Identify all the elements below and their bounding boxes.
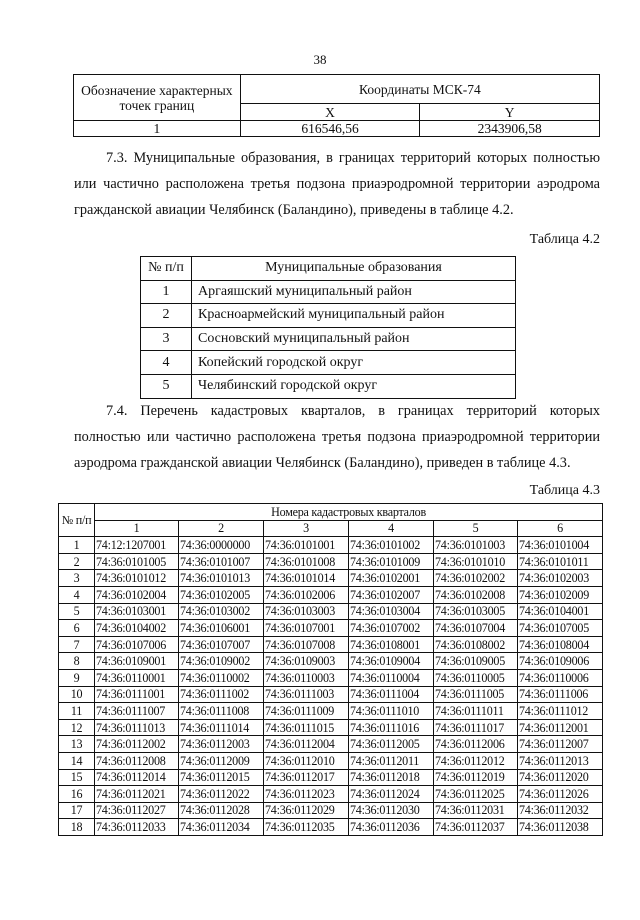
row-number-cell: 11: [59, 703, 95, 720]
cadastral-number-cell: 74:36:0101008: [264, 553, 349, 570]
municipality-name-cell: Копейский городской округ: [192, 351, 516, 375]
table-header-row: [59, 504, 603, 521]
cadastral-number-cell: 74:36:0112030: [349, 802, 434, 819]
cadastral-number-cell: 74:36:0101009: [349, 553, 434, 570]
column-number-cell: 6: [518, 520, 603, 537]
table-row: [141, 327, 516, 351]
cadastral-number-cell: 74:36:0102009: [518, 586, 603, 603]
cadastral-number-cell: 74:36:0112020: [518, 769, 603, 786]
row-number-cell: 5: [59, 603, 95, 620]
cadastral-number-cell: 74:36:0102007: [349, 586, 434, 603]
row-number-cell: 3: [141, 327, 192, 351]
table-row: [59, 686, 603, 703]
point-designation-header: Обозначение характерных точек границ: [74, 75, 241, 121]
cadastral-number-cell: 74:36:0103005: [434, 603, 518, 620]
table-row: [59, 736, 603, 753]
cadastral-number-cell: 74:36:0102003: [518, 570, 603, 587]
cadastral-number-cell: 74:36:0111017: [434, 719, 518, 736]
cadastral-number-cell: 74:36:0111012: [518, 703, 603, 720]
cadastral-number-cell: 74:36:0101010: [434, 553, 518, 570]
cadastral-number-cell: 74:36:0104002: [95, 620, 179, 637]
cadastral-number-cell: 74:36:0110005: [434, 669, 518, 686]
column-number-cell: 1: [95, 520, 179, 537]
cadastral-number-cell: 74:36:0111003: [264, 686, 349, 703]
paragraph-7-3: 7.3. Муниципальные образования, в границах территорий которых полностью или частично расположена третья подзона приаэродромной территории аэродрома гражданской авиации Челябинск (Баландино), приведены в таблице 4.2.: [74, 150, 600, 218]
cadastral-number-cell: 74:36:0112002: [95, 736, 179, 753]
table-caption-4-3: Таблица 4.3: [529, 483, 600, 498]
cadastral-number-cell: 74:36:0000000: [179, 537, 264, 554]
cadastral-number-cell: 74:36:0112010: [264, 752, 349, 769]
cadastral-number-cell: 74:36:0112036: [349, 819, 434, 836]
cadastral-number-cell: 74:36:0111014: [179, 719, 264, 736]
x-header: X: [240, 104, 420, 121]
cadastral-number-cell: 74:36:0109001: [95, 653, 179, 670]
cadastral-number-cell: 74:36:0110002: [179, 669, 264, 686]
paragraph-7-4: 7.4. Перечень кадастровых кварталов, в границах территорий которых полностью или частично расположена третья подзона приаэродромной территории аэродрома гражданской авиации Челябинск (Баландино), приведен в таблице 4.3.: [74, 403, 600, 471]
cadastral-number-cell: 74:36:0111015: [264, 719, 349, 736]
cadastral-number-cell: 74:36:0112035: [264, 819, 349, 836]
cadastral-number-cell: 74:36:0112031: [434, 802, 518, 819]
table-row: [59, 802, 603, 819]
x-value-cell: 616546,56: [240, 121, 420, 137]
cadastral-number-cell: 74:36:0112024: [349, 786, 434, 803]
cadastral-number-cell: 74:36:0111013: [95, 719, 179, 736]
cadastral-number-cell: 74:36:0112029: [264, 802, 349, 819]
cadastral-number-cell: 74:36:0107007: [179, 636, 264, 653]
cadastral-number-cell: 74:36:0112005: [349, 736, 434, 753]
row-number-cell: 1: [59, 537, 95, 554]
y-value-cell: 2343906,58: [420, 121, 600, 137]
cadastral-number-cell: 74:36:0112006: [434, 736, 518, 753]
point-number-cell: 1: [74, 121, 241, 137]
table-row: [59, 553, 603, 570]
table-row: [141, 374, 516, 398]
cadastral-number-cell: 74:36:0110004: [349, 669, 434, 686]
cadastral-number-cell: 74:36:0112022: [179, 786, 264, 803]
cadastral-number-cell: 74:36:0112038: [518, 819, 603, 836]
column-numbers-row: [59, 520, 603, 537]
column-number-cell: 3: [264, 520, 349, 537]
cadastral-number-cell: 74:36:0110001: [95, 669, 179, 686]
row-number-cell: 6: [59, 620, 95, 637]
table-row: [59, 537, 603, 554]
table-row: [59, 719, 603, 736]
row-number-cell: 1: [141, 280, 192, 304]
cadastral-number-cell: 74:36:0103001: [95, 603, 179, 620]
cadastral-number-cell: 74:36:0111016: [349, 719, 434, 736]
cadastral-number-cell: 74:36:0112009: [179, 752, 264, 769]
row-number-cell: 15: [59, 769, 95, 786]
cadastral-number-cell: 74:36:0112008: [95, 752, 179, 769]
cadastral-number-cell: 74:36:0109006: [518, 653, 603, 670]
table-row: [74, 121, 600, 137]
row-number-cell: 7: [59, 636, 95, 653]
cadastral-number-cell: 74:36:0112028: [179, 802, 264, 819]
cadastral-number-cell: 74:36:0111008: [179, 703, 264, 720]
cadastral-number-cell: 74:36:0112007: [518, 736, 603, 753]
cadastral-number-cell: 74:36:0107008: [264, 636, 349, 653]
table-row: [141, 280, 516, 304]
cadastral-number-cell: 74:36:0112033: [95, 819, 179, 836]
coordinates-header: Координаты МСК-74: [240, 75, 599, 104]
column-number-cell: 4: [349, 520, 434, 537]
column-number-cell: 2: [179, 520, 264, 537]
table-row: [59, 769, 603, 786]
page-number: 38: [313, 52, 327, 67]
cadastral-number-cell: 74:36:0108001: [349, 636, 434, 653]
cadastral-number-cell: 74:12:1207001: [95, 537, 179, 554]
cadastral-number-cell: 74:36:0101007: [179, 553, 264, 570]
table-row: [59, 653, 603, 670]
row-number-cell: 18: [59, 819, 95, 836]
cadastral-number-cell: 74:36:0107002: [349, 620, 434, 637]
cadastral-number-cell: 74:36:0112018: [349, 769, 434, 786]
cadastral-number-cell: 74:36:0101014: [264, 570, 349, 587]
cadastral-number-cell: 74:36:0101004: [518, 537, 603, 554]
cadastral-number-cell: 74:36:0102005: [179, 586, 264, 603]
municipality-name-cell: Аргаяшский муниципальный район: [192, 280, 516, 304]
row-number-cell: 8: [59, 653, 95, 670]
table-row: [59, 703, 603, 720]
municipality-header: Муниципальные образования: [192, 257, 516, 281]
cadastral-number-cell: 74:36:0112001: [518, 719, 603, 736]
cadastral-number-cell: 74:36:0112013: [518, 752, 603, 769]
cadastral-quarters-table: [58, 503, 603, 836]
cadastral-number-cell: 74:36:0111002: [179, 686, 264, 703]
cadastral-number-cell: 74:36:0106001: [179, 620, 264, 637]
cadastral-number-cell: 74:36:0101011: [518, 553, 603, 570]
cadastral-number-cell: 74:36:0112034: [179, 819, 264, 836]
table-row: [59, 819, 603, 836]
row-number-cell: 13: [59, 736, 95, 753]
cadastral-number-cell: 74:36:0112032: [518, 802, 603, 819]
cadastral-number-cell: 74:36:0109004: [349, 653, 434, 670]
cadastral-number-cell: 74:36:0101005: [95, 553, 179, 570]
table-caption-4-2: Таблица 4.2: [529, 232, 600, 247]
cadastral-number-cell: 74:36:0112015: [179, 769, 264, 786]
number-header: № п/п: [141, 257, 192, 281]
municipality-name-cell: Челябинский городской округ: [192, 374, 516, 398]
cadastral-number-cell: 74:36:0111005: [434, 686, 518, 703]
cadastral-number-cell: 74:36:0102002: [434, 570, 518, 587]
table-row: [59, 586, 603, 603]
cadastral-number-cell: 74:36:0112037: [434, 819, 518, 836]
column-number-cell: 5: [434, 520, 518, 537]
table-header-row: [74, 75, 600, 104]
row-number-cell: 5: [141, 374, 192, 398]
row-number-cell: 17: [59, 802, 95, 819]
table-row: [59, 603, 603, 620]
table-row: [141, 304, 516, 328]
municipality-name-cell: Сосновский муниципальный район: [192, 327, 516, 351]
cadastral-number-cell: 74:36:0112021: [95, 786, 179, 803]
cadastral-number-cell: 74:36:0112003: [179, 736, 264, 753]
table-header-row: [141, 257, 516, 281]
cadastral-number-cell: 74:36:0112027: [95, 802, 179, 819]
municipality-name-cell: Красноармейский муниципальный район: [192, 304, 516, 328]
cadastral-number-cell: 74:36:0107004: [434, 620, 518, 637]
cadastral-number-cell: 74:36:0111004: [349, 686, 434, 703]
cadastral-number-cell: 74:36:0108002: [434, 636, 518, 653]
cadastral-number-cell: 74:36:0112014: [95, 769, 179, 786]
cadastral-number-cell: 74:36:0107005: [518, 620, 603, 637]
cadastral-number-cell: 74:36:0112023: [264, 786, 349, 803]
cadastral-number-cell: 74:36:0110006: [518, 669, 603, 686]
row-number-cell: 12: [59, 719, 95, 736]
table-row: [141, 351, 516, 375]
cadastral-number-cell: 74:36:0101003: [434, 537, 518, 554]
row-number-cell: 4: [59, 586, 95, 603]
number-header: № п/п: [59, 504, 95, 537]
table-row: [59, 570, 603, 587]
cadastral-number-cell: 74:36:0103004: [349, 603, 434, 620]
table-row: [59, 669, 603, 686]
cadastral-number-cell: 74:36:0102006: [264, 586, 349, 603]
cadastral-number-cell: 74:36:0109002: [179, 653, 264, 670]
cadastral-number-cell: 74:36:0112017: [264, 769, 349, 786]
cadastral-number-cell: 74:36:0107006: [95, 636, 179, 653]
row-number-cell: 4: [141, 351, 192, 375]
cadastral-number-cell: 74:36:0103002: [179, 603, 264, 620]
cadastral-number-cell: 74:36:0101001: [264, 537, 349, 554]
table-row: [59, 752, 603, 769]
table-row: [59, 636, 603, 653]
row-number-cell: 14: [59, 752, 95, 769]
coordinates-table: [73, 74, 600, 137]
cadastral-header: Номера кадастровых кварталов: [95, 504, 603, 521]
cadastral-number-cell: 74:36:0111011: [434, 703, 518, 720]
cadastral-number-cell: 74:36:0108004: [518, 636, 603, 653]
cadastral-number-cell: 74:36:0109003: [264, 653, 349, 670]
cadastral-number-cell: 74:36:0102004: [95, 586, 179, 603]
cadastral-number-cell: 74:36:0109005: [434, 653, 518, 670]
cadastral-number-cell: 74:36:0111007: [95, 703, 179, 720]
cadastral-number-cell: 74:36:0107001: [264, 620, 349, 637]
cadastral-number-cell: 74:36:0111006: [518, 686, 603, 703]
row-number-cell: 2: [141, 304, 192, 328]
table-row: [59, 620, 603, 637]
row-number-cell: 16: [59, 786, 95, 803]
municipalities-table: [140, 256, 516, 399]
cadastral-number-cell: 74:36:0111001: [95, 686, 179, 703]
cadastral-number-cell: 74:36:0102001: [349, 570, 434, 587]
cadastral-number-cell: 74:36:0103003: [264, 603, 349, 620]
cadastral-number-cell: 74:36:0102008: [434, 586, 518, 603]
cadastral-number-cell: 74:36:0112012: [434, 752, 518, 769]
row-number-cell: 10: [59, 686, 95, 703]
cadastral-number-cell: 74:36:0111010: [349, 703, 434, 720]
cadastral-number-cell: 74:36:0112026: [518, 786, 603, 803]
cadastral-number-cell: 74:36:0112004: [264, 736, 349, 753]
cadastral-number-cell: 74:36:0101012: [95, 570, 179, 587]
cadastral-number-cell: 74:36:0112025: [434, 786, 518, 803]
cadastral-number-cell: 74:36:0111009: [264, 703, 349, 720]
cadastral-number-cell: 74:36:0104001: [518, 603, 603, 620]
cadastral-number-cell: 74:36:0110003: [264, 669, 349, 686]
y-header: Y: [420, 104, 600, 121]
cadastral-number-cell: 74:36:0101002: [349, 537, 434, 554]
cadastral-number-cell: 74:36:0112011: [349, 752, 434, 769]
cadastral-number-cell: 74:36:0112019: [434, 769, 518, 786]
cadastral-number-cell: 74:36:0101013: [179, 570, 264, 587]
row-number-cell: 3: [59, 570, 95, 587]
row-number-cell: 2: [59, 553, 95, 570]
table-row: [59, 786, 603, 803]
row-number-cell: 9: [59, 669, 95, 686]
